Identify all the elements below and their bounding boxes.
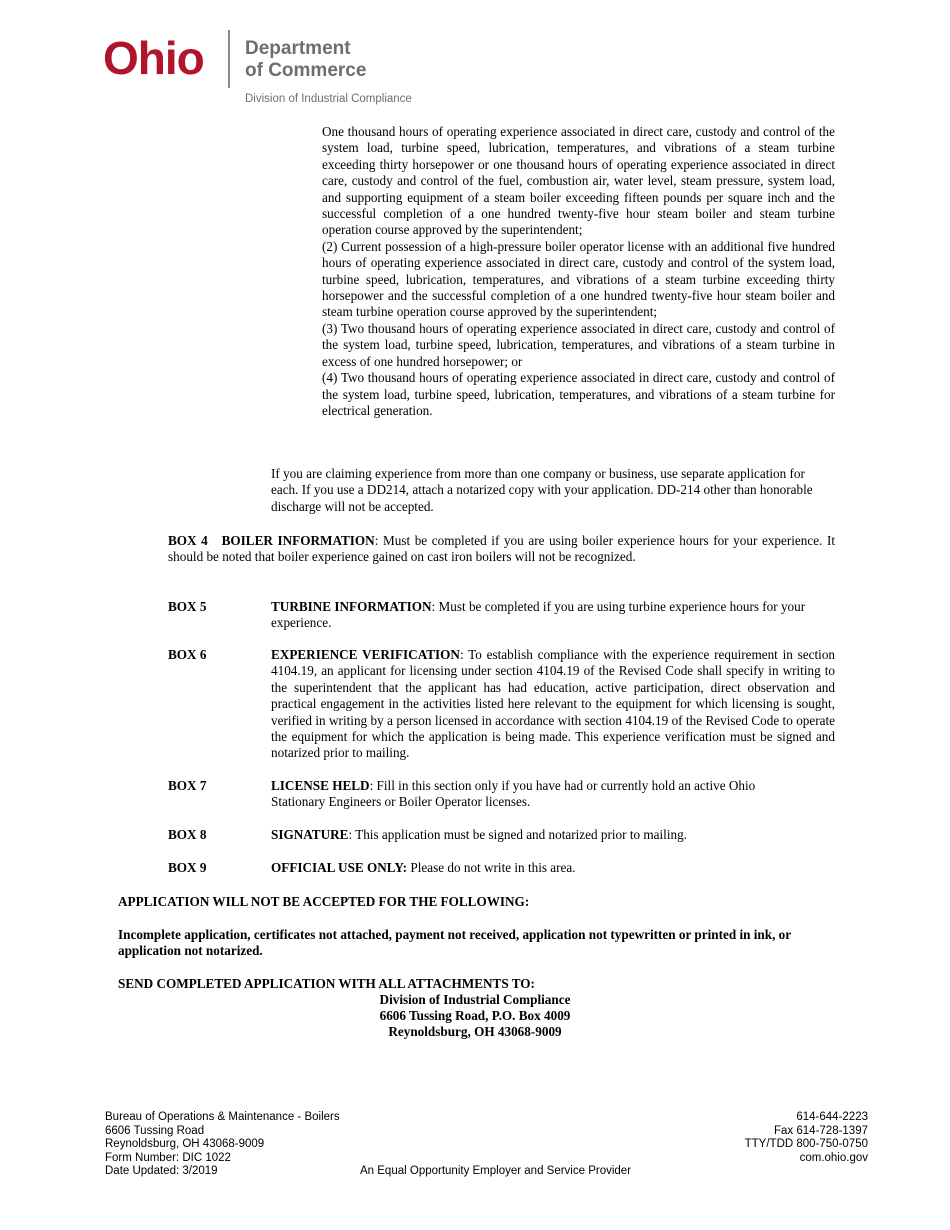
box-label: BOX 6 xyxy=(168,647,207,662)
footer-line: Bureau of Operations & Maintenance - Boilers xyxy=(105,1111,340,1123)
logo-divider xyxy=(228,30,230,88)
ohio-logo: Ohio xyxy=(103,32,204,84)
box-label: BOX 9 xyxy=(168,860,207,875)
experience-requirements xyxy=(322,124,835,419)
box-5-section xyxy=(271,599,811,632)
footer-line: 6606 Tussing Road xyxy=(105,1124,205,1137)
claim-experience-note: If you are claiming experience from more than one company or business, use separate application for each. If you use a DD214, attach a notarized copy with your application. DD-214 other than honorable discharge will not be accepted. xyxy=(271,466,813,514)
box-heading: SIGNATURE xyxy=(271,827,349,842)
footer-website-link[interactable]: com.ohio.gov xyxy=(799,1151,868,1164)
footer-tty: TTY/TDD 800-750-0750 xyxy=(744,1138,868,1151)
address-line: Division of Industrial Compliance xyxy=(379,992,571,1007)
requirement-paragraph: (2) Current possession of a high-pressure boiler operator license with an additional five hundred hours of operating experience associated in direct care, custody and control of the system load, turbine speed, lubrication, temperatures, and vibrations of a steam turbine exceeding thirty horsepower and the successful completion of a one hundred twenty-five hour steam boiler and steam turbine operation course approved by the superintendent; xyxy=(322,238,835,320)
footer-phone: 614-644-2223 xyxy=(796,1111,868,1123)
requirement-paragraph: (3) Two thousand hours of operating experience associated in direct care, custody and control of the system load, turbine speed, lubrication, temperatures, and vibrations of a steam turbine in excess of one hundred horsepower; or xyxy=(322,320,835,369)
address-line: Reynoldsburg, OH 43068-9009 xyxy=(388,1024,562,1039)
dept-name-line1: Department xyxy=(245,38,351,59)
footer-line: Reynoldsburg, OH 43068-9009 xyxy=(105,1138,265,1151)
box-description: : To establish compliance with the experience requirement in section 4104.19, an applicant for licensing under section 4104.19 of the Revised Code shall specify in writing to the superintendent that the applicant has had education, active participation, direct observation and practical engagement in the activities listed here relevant to the equipment for which licensing is sought, verified in writing by a person licensed in accordance with section 4104.19 of the Revised Code to operate the equipment for which the application is being made. This experience verification must be signed and notarized prior to mailing. xyxy=(271,647,836,761)
footer-line: Form Number: DIC 1022 xyxy=(105,1151,231,1164)
footer-equal-opportunity: An Equal Opportunity Employer and Service Provider xyxy=(360,1165,632,1177)
box-6-section xyxy=(271,647,835,762)
footer-fax: Fax 614-728-1397 xyxy=(774,1124,868,1137)
box-description: : Fill in this section only if you have had or currently hold an active Ohio Stationary Engineers or Boiler Operator licenses. xyxy=(271,778,756,810)
box-label: BOX 4 xyxy=(168,533,208,548)
box-7-section xyxy=(271,778,791,811)
box-label: BOX 7 xyxy=(168,778,207,793)
footer-contact-left xyxy=(105,1111,340,1179)
box-description: : Must be completed if you are using turbine experience hours for your experience. xyxy=(271,599,806,631)
send-heading: SEND COMPLETED APPLICATION WITH ALL ATTACHMENTS TO: xyxy=(118,976,535,991)
box-heading: OFFICIAL USE ONLY: xyxy=(271,860,408,875)
not-accepted-heading: APPLICATION WILL NOT BE ACCEPTED FOR THE FOLLOWING: xyxy=(118,894,530,909)
box-description: : This application must be signed and notarized prior to mailing. xyxy=(348,827,687,842)
box-8-section xyxy=(271,827,835,843)
box-9-section xyxy=(271,860,835,876)
box-heading: LICENSE HELD xyxy=(271,778,370,793)
address-line: 6606 Tussing Road, P.O. Box 4009 xyxy=(379,1008,571,1023)
footer-contact-right xyxy=(745,1111,868,1165)
box-description: : Must be completed if you are using boiler experience hours for your experience. It should be noted that boiler experience gained on cast iron boilers will not be recognized. xyxy=(168,533,836,565)
division-name: Division of Industrial Compliance xyxy=(245,93,412,105)
box-label: BOX 8 xyxy=(168,827,207,842)
not-accepted-text: Incomplete application, certificates not attached, payment not received, application not typewritten or printed in ink, or application not notarized. xyxy=(118,927,791,959)
box-4-section xyxy=(168,533,835,566)
box-label: BOX 5 xyxy=(168,599,207,614)
dept-name-line2: of Commerce xyxy=(245,60,367,81)
box-heading: EXPERIENCE VERIFICATION xyxy=(271,647,460,662)
requirement-paragraph: (4) Two thousand hours of operating experience associated in direct care, custody and control of the system load, turbine speed, lubrication, temperatures, and vibrations of a steam turbine for electrical generation. xyxy=(322,370,835,418)
box-heading: BOILER INFORMATION xyxy=(221,533,375,548)
box-heading: TURBINE INFORMATION xyxy=(271,599,432,614)
requirement-paragraph: One thousand hours of operating experience associated in direct care, custody and control of the system load, turbine speed, lubrication, temperatures, and vibrations of a steam turbine exceeding thirty horsepower or one thousand hours of operating experience associated in direct care, custody and control of the fuel, combustion air, water level, steam pressure, system load, and supporting equipment of a steam boiler exceeding fifteen pounds per square inch and the successful completion of a one hundred twenty-five hour steam boiler and steam turbine operation course approved by the superintendent; xyxy=(322,124,835,238)
box-description: Please do not write in this area. xyxy=(407,860,576,875)
footer-line: Date Updated: 3/2019 xyxy=(105,1165,218,1178)
